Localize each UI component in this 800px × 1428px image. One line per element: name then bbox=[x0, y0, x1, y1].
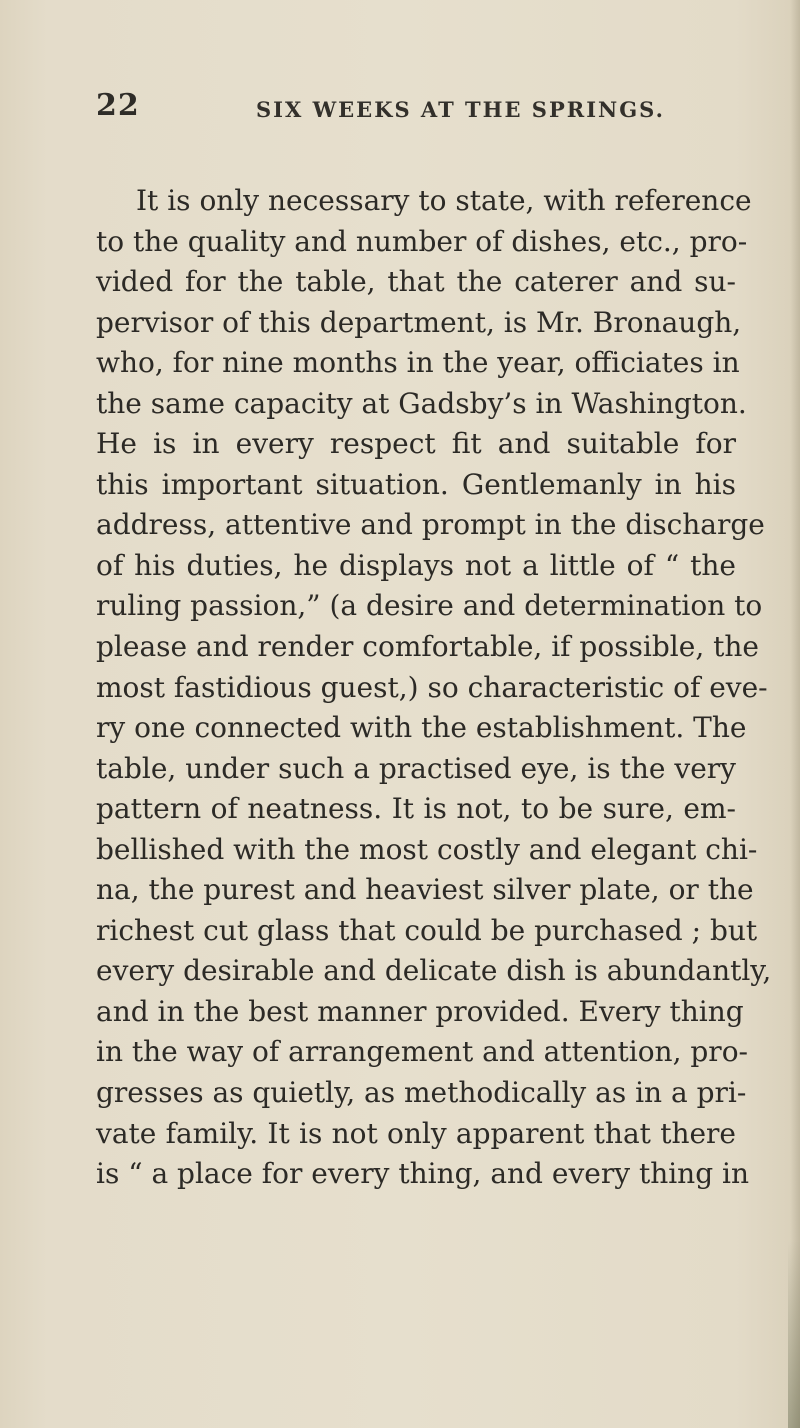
text-line: who, for nine months in the year, officiates in bbox=[96, 346, 740, 380]
text-line: please and render comfortable, if possible, the bbox=[96, 630, 759, 664]
text-line: It is only necessary to state, with reference bbox=[136, 184, 752, 217]
page-edge-shadow bbox=[788, 1240, 800, 1428]
text-line: vate family. It is not only apparent that there bbox=[96, 1116, 736, 1150]
text-line: table, under such a practised eye, is the very bbox=[96, 751, 736, 785]
text-line: He is in every respect fit and suitable for bbox=[96, 427, 736, 461]
text-line: is “ a place for every thing, and every thing in bbox=[96, 1157, 750, 1191]
text-line: pervisor of this department, is Mr. Bronaugh, bbox=[96, 305, 742, 339]
text-line: na, the purest and heaviest silver plate, or the bbox=[96, 873, 754, 907]
text-line: ruling passion,” (a desire and determination to bbox=[96, 589, 763, 623]
text-line: richest cut glass that could be purchased ; but bbox=[96, 913, 758, 947]
text-line: most fastidious guest,) so characteristic of eve- bbox=[96, 670, 768, 704]
text-line: this important situation. Gentlemanly in his bbox=[96, 467, 736, 501]
text-line: in the way of arrangement and attention, pro- bbox=[96, 1035, 749, 1069]
text-line: of his duties, he displays not a little of “ the bbox=[96, 548, 736, 582]
text-line: gresses as quietly, as methodically as in a pri- bbox=[96, 1076, 747, 1110]
running-title: SIX WEEKS AT THE SPRINGS. bbox=[256, 97, 665, 122]
text-line: address, attentive and prompt in the discharge bbox=[96, 508, 765, 542]
text-line: every desirable and delicate dish is abundantly, bbox=[96, 954, 772, 988]
text-line: ry one connected with the establishment. The bbox=[96, 711, 747, 745]
page-number: 22 bbox=[96, 88, 140, 123]
text-line: to the quality and number of dishes, etc., pro- bbox=[96, 224, 748, 258]
text-line: and in the best manner provided. Every thing bbox=[96, 994, 744, 1028]
body-text bbox=[96, 181, 772, 1195]
text-line: the same capacity at Gadsby’s in Washington. bbox=[96, 386, 747, 420]
text-line: pattern of neatness. It is not, to be sure, em- bbox=[96, 792, 736, 826]
page-edge bbox=[790, 0, 800, 1428]
text-line: bellished with the most costly and elegant chi- bbox=[96, 832, 758, 866]
page-header bbox=[96, 88, 756, 136]
text-line: vided for the table, that the caterer and su- bbox=[96, 265, 736, 299]
